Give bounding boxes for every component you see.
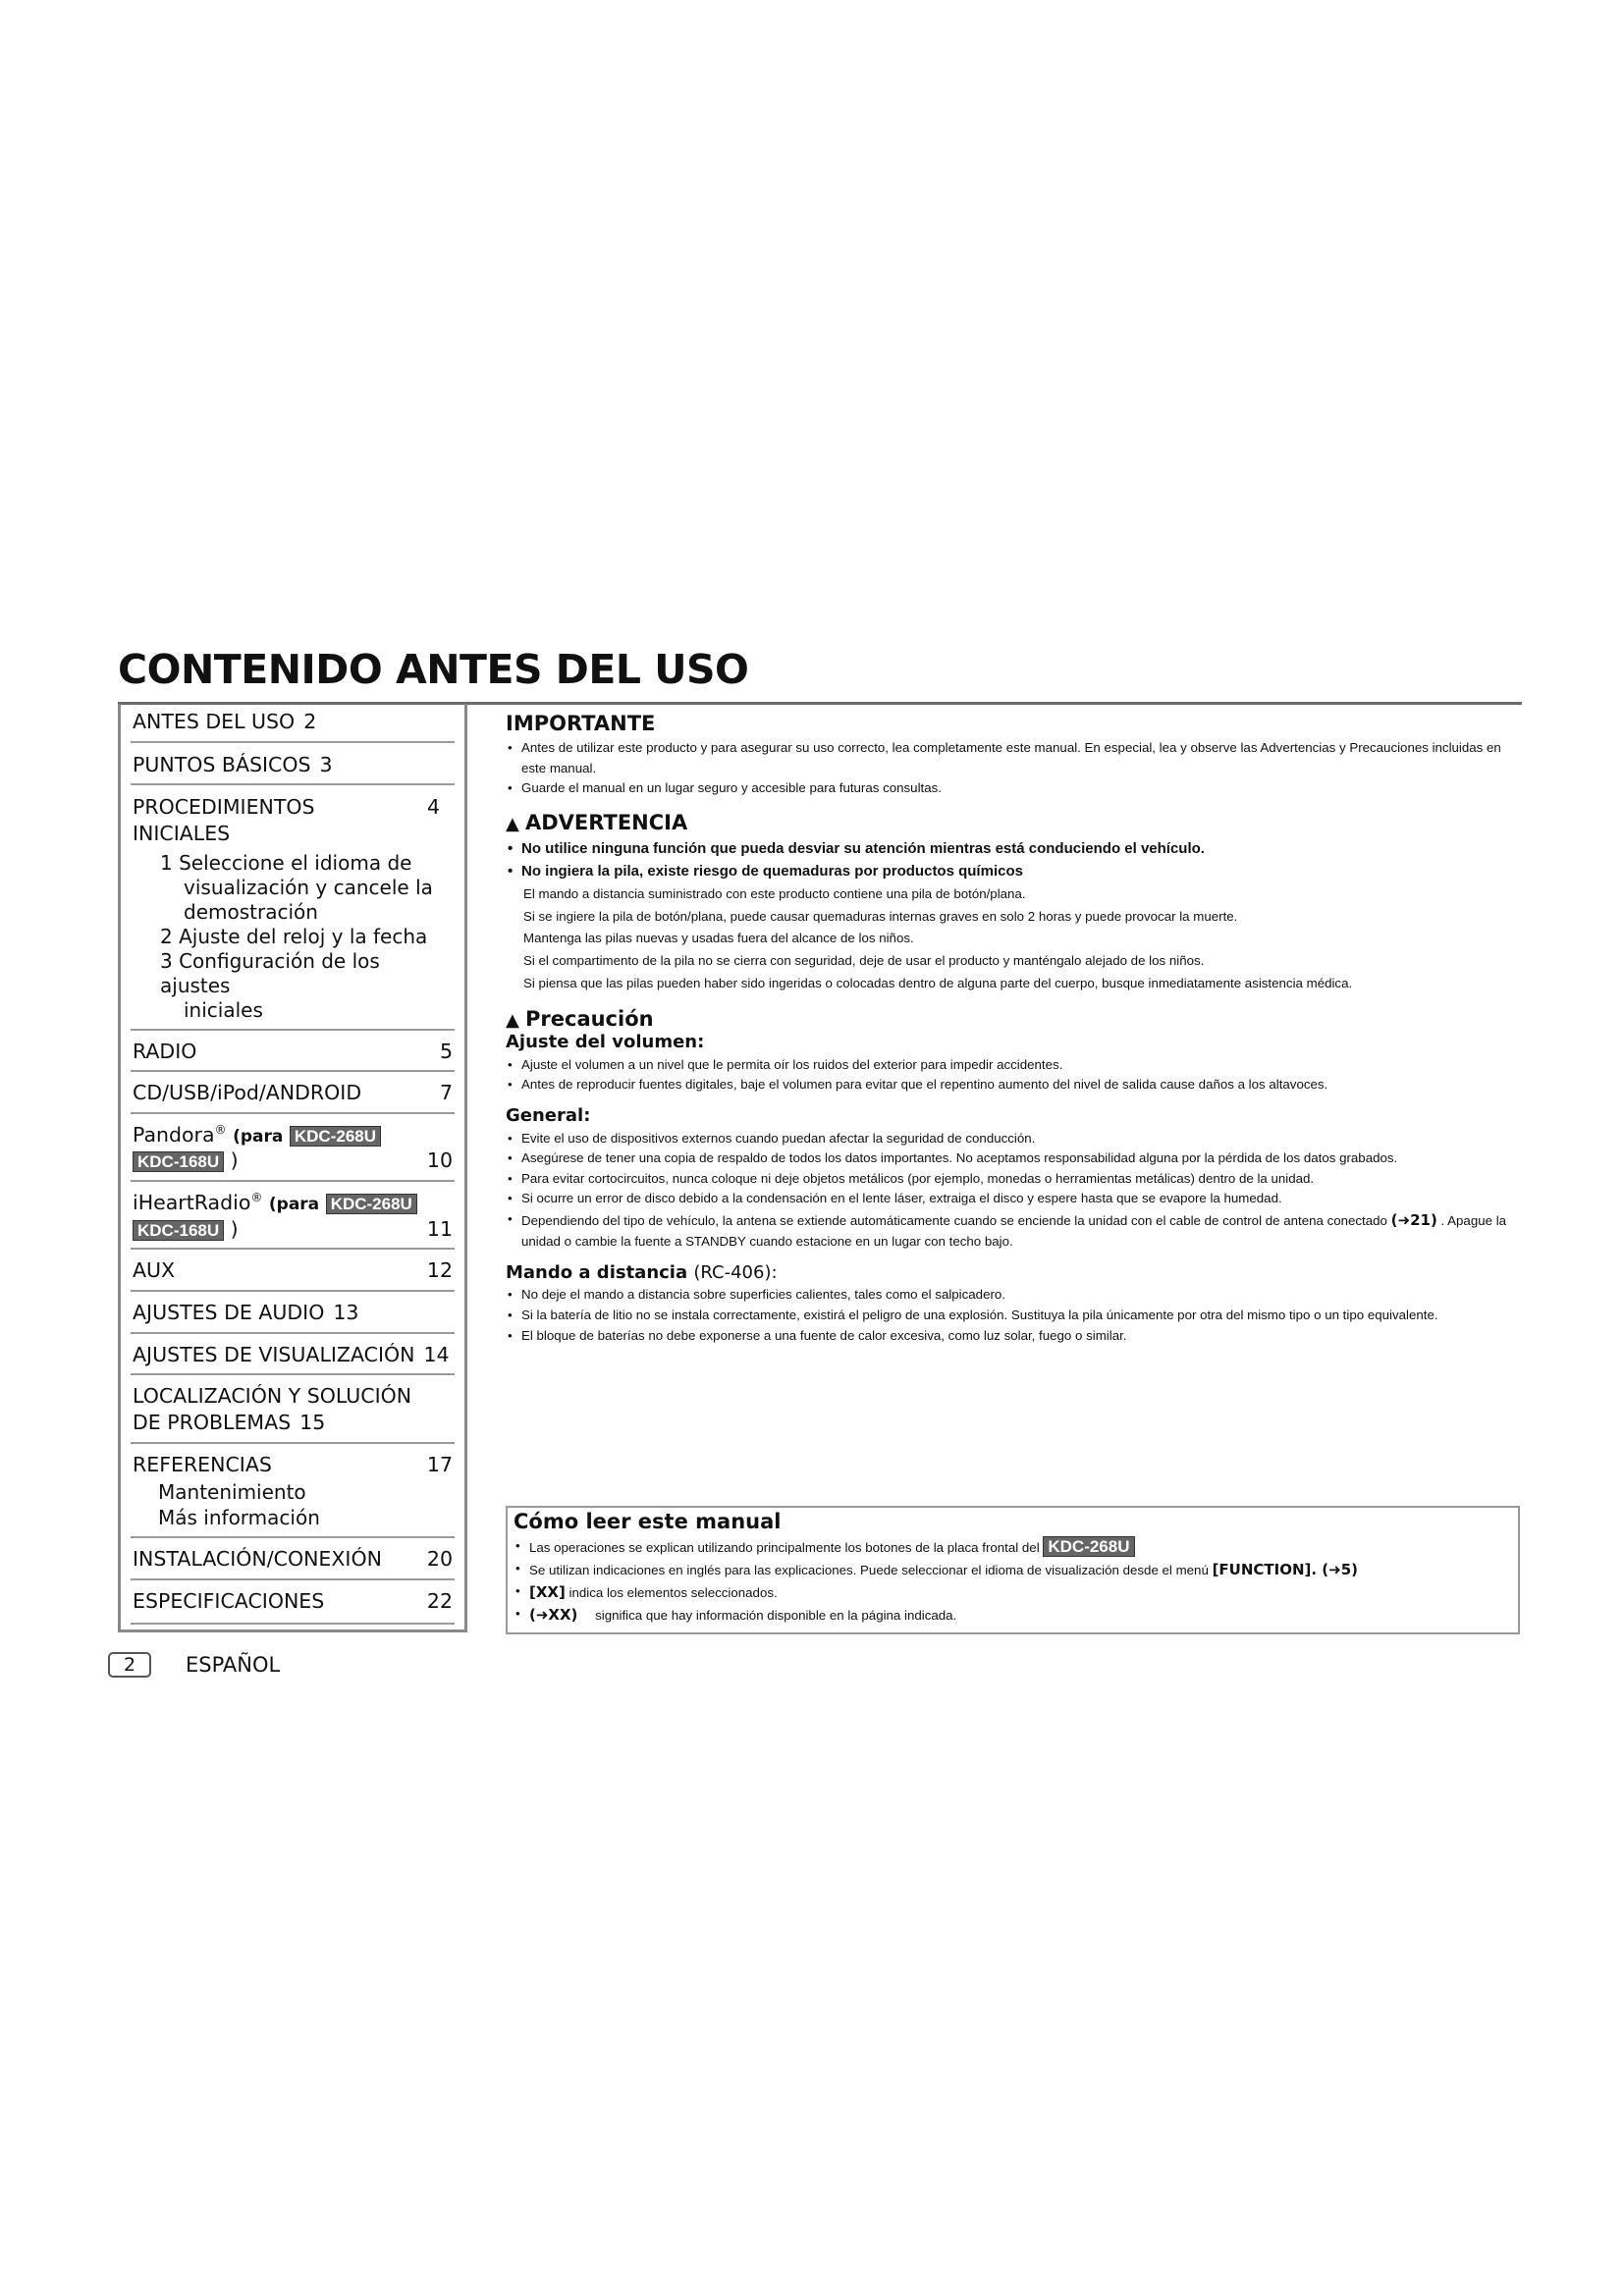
toc-page: 12 (426, 1258, 453, 1283)
list-item: • Asegúrese de tener una copia de respaldo de todos los datos importantes. No aceptamos responsabilidad alguna por la pérdida de los datos grabados. (506, 1148, 1517, 1169)
toc-sub-label: demostración (184, 899, 318, 924)
toc-label: CD/USB/iPod/ANDROID (133, 1081, 362, 1105)
toc-label: ESPECIFICACIONES (133, 1588, 325, 1613)
language-label: ESPAÑOL (186, 1653, 281, 1677)
key-notation: [XX] (529, 1583, 566, 1602)
toc-close-paren: ) (230, 1216, 239, 1241)
registered-mark: ® (250, 1191, 263, 1205)
mando-heading-bold: Mando a distancia (506, 1261, 688, 1283)
list-item: • Para evitar cortocircuitos, nunca coloque ni deje objetos metálicos (por ejemplo, monedas o herramientas metálicas) dentro de la unidad. (506, 1169, 1517, 1190)
importante-heading: IMPORTANTE (506, 712, 656, 735)
model-badge: KDC-268U (326, 1194, 417, 1214)
item-text: Se utilizan indicaciones en inglés para las explicaciones. Puede seleccionar el idioma de visualización desde el menú (529, 1562, 1209, 1577)
advertencia-title: ADVERTENCIA (525, 811, 688, 835)
toc-label: REFERENCIAS (133, 1452, 272, 1476)
warning-triangle-icon: ▲ (506, 1010, 519, 1031)
toc-sub-num: 2 (160, 924, 173, 948)
list-item (514, 1604, 1512, 1627)
toc-sub-label: iniciales (184, 997, 263, 1022)
page-title: CONTENIDO ANTES DEL USO (118, 646, 749, 693)
toc-label: AUX (133, 1258, 176, 1283)
toc-page: 4 (427, 795, 441, 820)
main-content (506, 712, 1517, 1346)
advertencia-heading (506, 811, 1517, 835)
list-item (506, 1209, 1517, 1253)
toc-close-paren: ) (230, 1148, 239, 1173)
toc-item-aux[interactable] (131, 1250, 455, 1292)
toc-page: 5 (439, 1039, 453, 1063)
toc-sub-num: 1 (160, 850, 173, 875)
toc-page: 22 (426, 1588, 453, 1613)
model-badge: KDC-168U (133, 1220, 224, 1241)
toc-page: 17 (426, 1452, 453, 1476)
item-text: indica los elementos seleccionados. (568, 1585, 778, 1601)
list-item: • Antes de reproducir fuentes digitales, baje el volumen para evitar que el repentino aumento del nivel de salida cause daños a los altavoces. (506, 1075, 1517, 1095)
list-item: • Guarde el manual en un lugar seguro y accesible para futuras consultas. (506, 778, 1517, 799)
toc-item-pandora[interactable] (131, 1114, 455, 1182)
list-item: • No deje el mando a distancia sobre superficies calientes, tales como el salpicadero. (506, 1285, 1517, 1306)
warning-text: El mando a distancia suministrado con este producto contiene una pila de botón/plana. (523, 885, 1026, 901)
registered-mark: ® (214, 1123, 227, 1138)
precaucion-heading (506, 1007, 1517, 1032)
toc-sub-num: 3 (160, 948, 173, 973)
precaucion-title: Precaución (525, 1007, 654, 1031)
mando-heading-model: (RC-406): (693, 1261, 778, 1283)
toc-label: Pandora (133, 1122, 215, 1147)
list-item: • Ajuste el volumen a un nivel que le permita oír los ruidos del exterior para impedir accidentes. (506, 1055, 1517, 1076)
warning-text: Mantenga las pilas nuevas y usadas fuera del alcance de los niños. (523, 931, 914, 946)
list-item: • El bloque de baterías no debe exponerse a una fuente de calor excesiva, como luz solar, fuego o similar. (506, 1326, 1517, 1347)
toc-sub-label: Ajuste del reloj y la fecha (179, 924, 428, 948)
page-reference[interactable]: . (➜5) (1311, 1560, 1359, 1578)
toc-label: RADIO (133, 1039, 197, 1063)
toc-page: 11 (426, 1216, 453, 1241)
toc-page: 7 (439, 1081, 453, 1105)
how-to-read-box (506, 1506, 1520, 1634)
toc-page: 2 (303, 710, 317, 733)
list-item: • Antes de utilizar este producto y para asegurar su uso correcto, lea completamente este manual. En especial, lea y observe las Advertencias y Precauciones incluidas en este manual. (506, 738, 1517, 778)
toc-subitem[interactable] (133, 851, 453, 925)
model-badge: KDC-168U (133, 1151, 224, 1172)
reference-notation: (➜XX) (529, 1606, 578, 1625)
general-heading: General: (506, 1105, 591, 1126)
toc-subitem[interactable] (133, 925, 453, 949)
toc-label: PUNTOS BÁSICOS (133, 752, 311, 776)
list-item (514, 1559, 1512, 1581)
warning-text: Si piensa que las pilas pueden haber sido ingeridas o colocadas dentro de alguna parte del cuerpo, busque inmediatamente asistencia médica. (523, 976, 1353, 991)
toc-subitem[interactable] (133, 949, 453, 1023)
how-to-read-heading: Cómo leer este manual (514, 1510, 782, 1533)
antenna-text: Dependiendo del tipo de vehículo, la antena se extiende automáticamente cuando se enciende la unidad con el cable de control de antena conectado (521, 1213, 1387, 1229)
toc-page: 14 (423, 1342, 450, 1366)
toc-item-visualizacion[interactable] (131, 1334, 455, 1376)
toc-subitem[interactable]: Mantenimiento (158, 1480, 306, 1505)
toc-label: DE PROBLEMAS (133, 1410, 292, 1434)
warning-text: Si el compartimento de la pila no se cierra con seguridad, deje de usar el producto y manténgalo alejado de los niños. (523, 953, 1205, 969)
list-item: • Evite el uso de dispositivos externos cuando puedan afectar la seguridad de conducción. (506, 1129, 1517, 1149)
list-item: • Si la batería de litio no se instala correctamente, existirá el peligro de una explosión. Sustituya la pila únicamente por otra del mismo tipo o un tipo equivalente. (506, 1306, 1517, 1326)
toc-item-instalacion[interactable] (131, 1538, 455, 1580)
item-text: significa que hay información disponible en la página indicada. (595, 1608, 957, 1624)
list-item: • No utilice ninguna función que pueda desviar su atención mientras está conduciendo el vehículo. (506, 837, 1517, 860)
toc-label: PROCEDIMIENTOS INICIALES (133, 795, 315, 845)
list-item (514, 1536, 1512, 1559)
toc-sub-label: visualización y cancele la (184, 875, 433, 899)
toc-item-radio[interactable] (131, 1031, 455, 1073)
toc-page: 13 (333, 1301, 359, 1325)
mando-heading (506, 1262, 1517, 1284)
toc-page: 3 (319, 752, 333, 776)
precaucion-section (506, 1007, 1517, 1346)
toc-item-antes[interactable] (131, 704, 455, 743)
toc-para: (para (233, 1126, 284, 1147)
list-item (514, 1581, 1512, 1604)
toc-label: AJUSTES DE AUDIO (133, 1301, 325, 1325)
toc-label: ANTES DEL USO (133, 710, 296, 733)
toc-item-puntos[interactable] (131, 743, 455, 786)
toc-item-procedimientos[interactable] (131, 785, 455, 1030)
list-item: • No ingiera la pila, existe riesgo de quemaduras por productos químicos (506, 860, 1517, 882)
toc-label: LOCALIZACIÓN Y SOLUCIÓN (133, 1384, 412, 1409)
item-text: Las operaciones se explican utilizando principalmente los botones de la placa frontal del (529, 1540, 1040, 1556)
warning-triangle-icon: ▲ (506, 814, 519, 835)
toc-label: iHeartRadio (133, 1191, 251, 1215)
toc-para: (para (268, 1195, 320, 1215)
toc-subitem[interactable]: Más información (158, 1505, 320, 1529)
advertencia-section (506, 811, 1517, 995)
toc-item-localizacion[interactable] (131, 1375, 455, 1443)
warning-text: Si se ingiere la pila de botón/plana, puede causar quemaduras internas graves en solo 2 horas y puede provocar la muerte. (523, 908, 1238, 924)
model-badge: KDC-268U (290, 1126, 381, 1147)
page-number: 2 (108, 1652, 151, 1678)
toc-item-especificaciones[interactable] (131, 1580, 455, 1626)
toc-item-referencias[interactable] (131, 1444, 455, 1538)
model-badge: KDC-268U (1043, 1536, 1134, 1557)
toc-item-audio[interactable] (131, 1292, 455, 1334)
table-of-contents (118, 704, 467, 1632)
toc-page: 10 (426, 1148, 453, 1173)
toc-item-iheartradio[interactable] (131, 1182, 455, 1250)
page-reference[interactable]: (➜21) (1390, 1211, 1437, 1230)
toc-sub-label: Configuración de los ajustes (160, 948, 380, 997)
importante-section (506, 712, 1517, 799)
antenna-text: . Apague la unidad o cambie la fuente a STANDBY cuando estacione en un lugar con techo bajo. (521, 1213, 1507, 1250)
function-key-label: [FUNCTION] (1212, 1560, 1312, 1578)
toc-page: 15 (299, 1410, 326, 1434)
toc-item-cd[interactable] (131, 1072, 455, 1114)
page-footer (108, 1652, 280, 1678)
toc-page: 20 (426, 1547, 453, 1572)
list-item: • Si ocurre un error de disco debido a la condensación en el lente láser, extraiga el disco y espere hasta que se evapore la humedad. (506, 1189, 1517, 1209)
ajuste-volumen-heading: Ajuste del volumen: (506, 1032, 705, 1053)
toc-label: INSTALACIÓN/CONEXIÓN (133, 1547, 382, 1572)
toc-label: AJUSTES DE VISUALIZACIÓN (133, 1342, 415, 1366)
toc-sub-label: Seleccione el idioma de (179, 850, 412, 875)
